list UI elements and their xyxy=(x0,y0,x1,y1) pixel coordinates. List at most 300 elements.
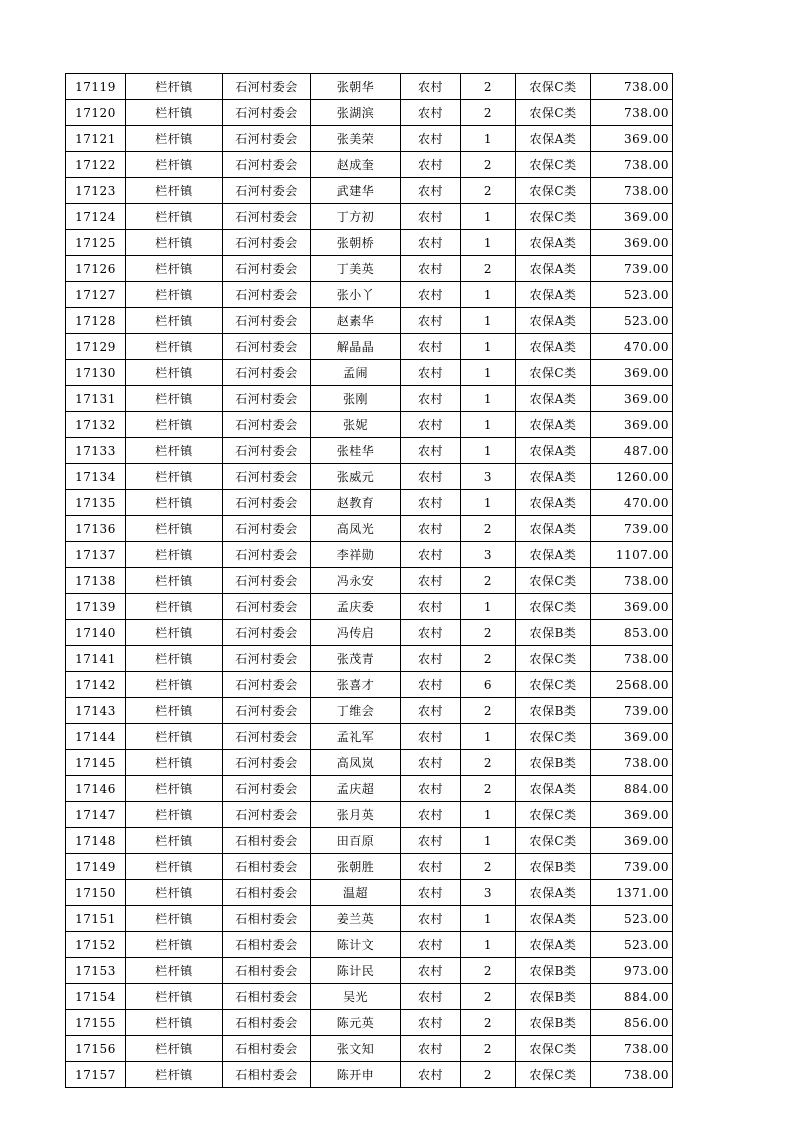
cell-name: 张威元 xyxy=(311,464,401,490)
cell-village: 石相村委会 xyxy=(223,1062,311,1088)
table-row xyxy=(66,178,673,204)
cell-name: 张喜才 xyxy=(311,672,401,698)
cell-insurance-type: 农保C类 xyxy=(516,100,591,126)
cell-town: 栏杆镇 xyxy=(126,906,223,932)
cell-insurance-type: 农保C类 xyxy=(516,1036,591,1062)
cell-name: 张茂青 xyxy=(311,646,401,672)
cell-village: 石河村委会 xyxy=(223,698,311,724)
cell-residence: 农村 xyxy=(401,698,461,724)
cell-amount: 470.00 xyxy=(591,490,673,516)
cell-village: 石河村委会 xyxy=(223,672,311,698)
cell-amount: 369.00 xyxy=(591,360,673,386)
cell-count: 2 xyxy=(461,1062,516,1088)
cell-id: 17120 xyxy=(66,100,126,126)
cell-amount: 738.00 xyxy=(591,178,673,204)
cell-amount: 738.00 xyxy=(591,100,673,126)
cell-residence: 农村 xyxy=(401,1062,461,1088)
cell-name: 张桂华 xyxy=(311,438,401,464)
cell-village: 石河村委会 xyxy=(223,620,311,646)
cell-village: 石河村委会 xyxy=(223,256,311,282)
cell-insurance-type: 农保A类 xyxy=(516,438,591,464)
cell-residence: 农村 xyxy=(401,100,461,126)
cell-amount: 739.00 xyxy=(591,698,673,724)
cell-id: 17150 xyxy=(66,880,126,906)
cell-amount: 470.00 xyxy=(591,334,673,360)
cell-village: 石河村委会 xyxy=(223,282,311,308)
cell-amount: 738.00 xyxy=(591,646,673,672)
cell-residence: 农村 xyxy=(401,152,461,178)
cell-amount: 369.00 xyxy=(591,412,673,438)
cell-village: 石河村委会 xyxy=(223,594,311,620)
cell-id: 17141 xyxy=(66,646,126,672)
table-row xyxy=(66,620,673,646)
cell-residence: 农村 xyxy=(401,386,461,412)
cell-count: 2 xyxy=(461,568,516,594)
table-row xyxy=(66,542,673,568)
cell-count: 2 xyxy=(461,516,516,542)
cell-name: 解晶晶 xyxy=(311,334,401,360)
cell-insurance-type: 农保C类 xyxy=(516,594,591,620)
cell-id: 17140 xyxy=(66,620,126,646)
cell-name: 赵成奎 xyxy=(311,152,401,178)
cell-count: 1 xyxy=(461,386,516,412)
cell-town: 栏杆镇 xyxy=(126,854,223,880)
cell-count: 2 xyxy=(461,854,516,880)
cell-name: 丁方初 xyxy=(311,204,401,230)
cell-id: 17152 xyxy=(66,932,126,958)
cell-village: 石河村委会 xyxy=(223,204,311,230)
table-row xyxy=(66,334,673,360)
table-row xyxy=(66,100,673,126)
cell-amount: 1260.00 xyxy=(591,464,673,490)
cell-village: 石相村委会 xyxy=(223,984,311,1010)
cell-name: 张刚 xyxy=(311,386,401,412)
cell-id: 17157 xyxy=(66,1062,126,1088)
cell-amount: 853.00 xyxy=(591,620,673,646)
cell-insurance-type: 农保C类 xyxy=(516,646,591,672)
cell-amount: 738.00 xyxy=(591,568,673,594)
cell-residence: 农村 xyxy=(401,542,461,568)
cell-town: 栏杆镇 xyxy=(126,386,223,412)
cell-village: 石河村委会 xyxy=(223,438,311,464)
table-row xyxy=(66,906,673,932)
cell-insurance-type: 农保A类 xyxy=(516,308,591,334)
cell-residence: 农村 xyxy=(401,906,461,932)
cell-count: 1 xyxy=(461,906,516,932)
cell-town: 栏杆镇 xyxy=(126,256,223,282)
cell-insurance-type: 农保A类 xyxy=(516,334,591,360)
cell-town: 栏杆镇 xyxy=(126,568,223,594)
cell-village: 石河村委会 xyxy=(223,646,311,672)
cell-count: 2 xyxy=(461,178,516,204)
cell-id: 17119 xyxy=(66,74,126,100)
cell-count: 2 xyxy=(461,1036,516,1062)
cell-amount: 738.00 xyxy=(591,152,673,178)
cell-village: 石河村委会 xyxy=(223,100,311,126)
table-row xyxy=(66,568,673,594)
cell-insurance-type: 农保B类 xyxy=(516,854,591,880)
cell-insurance-type: 农保C类 xyxy=(516,204,591,230)
cell-amount: 856.00 xyxy=(591,1010,673,1036)
cell-residence: 农村 xyxy=(401,620,461,646)
table-row xyxy=(66,360,673,386)
cell-count: 1 xyxy=(461,594,516,620)
cell-name: 张文知 xyxy=(311,1036,401,1062)
cell-insurance-type: 农保C类 xyxy=(516,802,591,828)
cell-town: 栏杆镇 xyxy=(126,438,223,464)
cell-residence: 农村 xyxy=(401,490,461,516)
cell-id: 17148 xyxy=(66,828,126,854)
cell-insurance-type: 农保A类 xyxy=(516,464,591,490)
cell-id: 17122 xyxy=(66,152,126,178)
cell-insurance-type: 农保A类 xyxy=(516,126,591,152)
cell-name: 丁维会 xyxy=(311,698,401,724)
cell-town: 栏杆镇 xyxy=(126,1062,223,1088)
cell-town: 栏杆镇 xyxy=(126,724,223,750)
cell-village: 石河村委会 xyxy=(223,386,311,412)
cell-amount: 2568.00 xyxy=(591,672,673,698)
table-body xyxy=(66,74,673,1088)
cell-village: 石河村委会 xyxy=(223,334,311,360)
table-row xyxy=(66,412,673,438)
cell-name: 田百原 xyxy=(311,828,401,854)
cell-count: 1 xyxy=(461,282,516,308)
cell-town: 栏杆镇 xyxy=(126,100,223,126)
cell-name: 张月英 xyxy=(311,802,401,828)
table-row xyxy=(66,308,673,334)
cell-insurance-type: 农保A类 xyxy=(516,542,591,568)
cell-town: 栏杆镇 xyxy=(126,932,223,958)
cell-id: 17137 xyxy=(66,542,126,568)
cell-amount: 973.00 xyxy=(591,958,673,984)
cell-name: 高凤岚 xyxy=(311,750,401,776)
table-row xyxy=(66,594,673,620)
table-row xyxy=(66,256,673,282)
table-row xyxy=(66,932,673,958)
cell-residence: 农村 xyxy=(401,828,461,854)
cell-village: 石相村委会 xyxy=(223,854,311,880)
cell-amount: 738.00 xyxy=(591,1062,673,1088)
cell-residence: 农村 xyxy=(401,1010,461,1036)
cell-count: 2 xyxy=(461,750,516,776)
cell-name: 张朝胜 xyxy=(311,854,401,880)
cell-insurance-type: 农保A类 xyxy=(516,256,591,282)
cell-insurance-type: 农保C类 xyxy=(516,672,591,698)
cell-insurance-type: 农保B类 xyxy=(516,984,591,1010)
table-row xyxy=(66,984,673,1010)
cell-residence: 农村 xyxy=(401,256,461,282)
cell-name: 张朝桥 xyxy=(311,230,401,256)
table-row xyxy=(66,152,673,178)
cell-residence: 农村 xyxy=(401,594,461,620)
cell-amount: 739.00 xyxy=(591,516,673,542)
cell-amount: 739.00 xyxy=(591,256,673,282)
cell-name: 张朝华 xyxy=(311,74,401,100)
cell-town: 栏杆镇 xyxy=(126,230,223,256)
cell-insurance-type: 农保A类 xyxy=(516,880,591,906)
cell-count: 2 xyxy=(461,776,516,802)
cell-id: 17142 xyxy=(66,672,126,698)
cell-town: 栏杆镇 xyxy=(126,620,223,646)
cell-insurance-type: 农保B类 xyxy=(516,620,591,646)
cell-count: 2 xyxy=(461,74,516,100)
cell-village: 石相村委会 xyxy=(223,958,311,984)
cell-amount: 739.00 xyxy=(591,854,673,880)
cell-residence: 农村 xyxy=(401,854,461,880)
cell-count: 1 xyxy=(461,438,516,464)
cell-amount: 369.00 xyxy=(591,204,673,230)
cell-residence: 农村 xyxy=(401,802,461,828)
cell-id: 17128 xyxy=(66,308,126,334)
cell-residence: 农村 xyxy=(401,880,461,906)
table-row xyxy=(66,750,673,776)
cell-town: 栏杆镇 xyxy=(126,698,223,724)
cell-town: 栏杆镇 xyxy=(126,516,223,542)
document-page xyxy=(65,73,672,1088)
cell-residence: 农村 xyxy=(401,282,461,308)
cell-amount: 369.00 xyxy=(591,802,673,828)
cell-amount: 738.00 xyxy=(591,1036,673,1062)
cell-amount: 884.00 xyxy=(591,984,673,1010)
cell-count: 1 xyxy=(461,204,516,230)
cell-town: 栏杆镇 xyxy=(126,412,223,438)
cell-insurance-type: 农保C类 xyxy=(516,178,591,204)
table-row xyxy=(66,490,673,516)
cell-insurance-type: 农保C类 xyxy=(516,568,591,594)
cell-name: 孟庆委 xyxy=(311,594,401,620)
cell-count: 3 xyxy=(461,880,516,906)
cell-residence: 农村 xyxy=(401,516,461,542)
beneficiary-table xyxy=(65,73,673,1088)
cell-name: 姜兰英 xyxy=(311,906,401,932)
table-row xyxy=(66,386,673,412)
cell-village: 石河村委会 xyxy=(223,74,311,100)
cell-count: 3 xyxy=(461,542,516,568)
cell-id: 17123 xyxy=(66,178,126,204)
cell-town: 栏杆镇 xyxy=(126,880,223,906)
cell-residence: 农村 xyxy=(401,568,461,594)
cell-name: 陈元英 xyxy=(311,1010,401,1036)
cell-name: 孟礼军 xyxy=(311,724,401,750)
cell-residence: 农村 xyxy=(401,204,461,230)
cell-name: 李祥勋 xyxy=(311,542,401,568)
cell-village: 石河村委会 xyxy=(223,360,311,386)
cell-id: 17154 xyxy=(66,984,126,1010)
cell-insurance-type: 农保A类 xyxy=(516,776,591,802)
cell-amount: 1107.00 xyxy=(591,542,673,568)
cell-town: 栏杆镇 xyxy=(126,802,223,828)
cell-residence: 农村 xyxy=(401,126,461,152)
cell-id: 17132 xyxy=(66,412,126,438)
table-row xyxy=(66,464,673,490)
cell-amount: 369.00 xyxy=(591,828,673,854)
cell-id: 17145 xyxy=(66,750,126,776)
cell-town: 栏杆镇 xyxy=(126,828,223,854)
cell-name: 赵教育 xyxy=(311,490,401,516)
cell-id: 17155 xyxy=(66,1010,126,1036)
table-row xyxy=(66,958,673,984)
cell-count: 2 xyxy=(461,698,516,724)
table-row xyxy=(66,1062,673,1088)
cell-amount: 1371.00 xyxy=(591,880,673,906)
cell-id: 17126 xyxy=(66,256,126,282)
cell-count: 2 xyxy=(461,152,516,178)
cell-id: 17138 xyxy=(66,568,126,594)
table-row xyxy=(66,282,673,308)
cell-name: 张美荣 xyxy=(311,126,401,152)
cell-insurance-type: 农保C类 xyxy=(516,1062,591,1088)
cell-residence: 农村 xyxy=(401,464,461,490)
cell-village: 石河村委会 xyxy=(223,152,311,178)
cell-town: 栏杆镇 xyxy=(126,126,223,152)
cell-amount: 523.00 xyxy=(591,906,673,932)
table-row xyxy=(66,438,673,464)
table-row xyxy=(66,74,673,100)
cell-residence: 农村 xyxy=(401,412,461,438)
cell-residence: 农村 xyxy=(401,932,461,958)
cell-count: 2 xyxy=(461,256,516,282)
cell-town: 栏杆镇 xyxy=(126,308,223,334)
cell-amount: 738.00 xyxy=(591,750,673,776)
cell-town: 栏杆镇 xyxy=(126,152,223,178)
cell-id: 17144 xyxy=(66,724,126,750)
cell-id: 17149 xyxy=(66,854,126,880)
cell-name: 冯传启 xyxy=(311,620,401,646)
cell-id: 17146 xyxy=(66,776,126,802)
cell-amount: 487.00 xyxy=(591,438,673,464)
cell-name: 温超 xyxy=(311,880,401,906)
cell-id: 17143 xyxy=(66,698,126,724)
cell-name: 孟庆超 xyxy=(311,776,401,802)
cell-amount: 369.00 xyxy=(591,126,673,152)
cell-count: 2 xyxy=(461,984,516,1010)
cell-town: 栏杆镇 xyxy=(126,490,223,516)
cell-name: 张湖滨 xyxy=(311,100,401,126)
cell-name: 高凤光 xyxy=(311,516,401,542)
table-row xyxy=(66,854,673,880)
cell-amount: 738.00 xyxy=(591,74,673,100)
cell-name: 陈开申 xyxy=(311,1062,401,1088)
cell-id: 17151 xyxy=(66,906,126,932)
cell-village: 石相村委会 xyxy=(223,932,311,958)
cell-count: 1 xyxy=(461,308,516,334)
cell-village: 石河村委会 xyxy=(223,542,311,568)
cell-village: 石相村委会 xyxy=(223,1010,311,1036)
cell-insurance-type: 农保B类 xyxy=(516,750,591,776)
cell-town: 栏杆镇 xyxy=(126,360,223,386)
cell-town: 栏杆镇 xyxy=(126,594,223,620)
cell-id: 17131 xyxy=(66,386,126,412)
cell-count: 1 xyxy=(461,932,516,958)
cell-id: 17129 xyxy=(66,334,126,360)
cell-village: 石河村委会 xyxy=(223,178,311,204)
cell-village: 石河村委会 xyxy=(223,750,311,776)
cell-name: 陈计文 xyxy=(311,932,401,958)
cell-town: 栏杆镇 xyxy=(126,1010,223,1036)
cell-count: 1 xyxy=(461,334,516,360)
cell-id: 17127 xyxy=(66,282,126,308)
cell-town: 栏杆镇 xyxy=(126,672,223,698)
cell-count: 1 xyxy=(461,802,516,828)
cell-id: 17124 xyxy=(66,204,126,230)
cell-village: 石相村委会 xyxy=(223,1036,311,1062)
cell-residence: 农村 xyxy=(401,360,461,386)
cell-village: 石河村委会 xyxy=(223,802,311,828)
cell-town: 栏杆镇 xyxy=(126,464,223,490)
cell-village: 石河村委会 xyxy=(223,568,311,594)
cell-count: 6 xyxy=(461,672,516,698)
cell-id: 17125 xyxy=(66,230,126,256)
cell-insurance-type: 农保A类 xyxy=(516,412,591,438)
cell-id: 17153 xyxy=(66,958,126,984)
cell-amount: 523.00 xyxy=(591,932,673,958)
cell-town: 栏杆镇 xyxy=(126,282,223,308)
cell-village: 石河村委会 xyxy=(223,490,311,516)
cell-count: 1 xyxy=(461,828,516,854)
table-row xyxy=(66,204,673,230)
cell-insurance-type: 农保A类 xyxy=(516,906,591,932)
cell-town: 栏杆镇 xyxy=(126,204,223,230)
cell-insurance-type: 农保C类 xyxy=(516,152,591,178)
table-row xyxy=(66,776,673,802)
cell-residence: 农村 xyxy=(401,1036,461,1062)
table-row xyxy=(66,672,673,698)
cell-village: 石河村委会 xyxy=(223,308,311,334)
cell-insurance-type: 农保A类 xyxy=(516,386,591,412)
cell-name: 冯永安 xyxy=(311,568,401,594)
cell-town: 栏杆镇 xyxy=(126,984,223,1010)
cell-name: 陈计民 xyxy=(311,958,401,984)
cell-id: 17156 xyxy=(66,1036,126,1062)
table-row xyxy=(66,828,673,854)
cell-insurance-type: 农保A类 xyxy=(516,932,591,958)
cell-amount: 369.00 xyxy=(591,724,673,750)
cell-residence: 农村 xyxy=(401,672,461,698)
cell-town: 栏杆镇 xyxy=(126,776,223,802)
cell-name: 武建华 xyxy=(311,178,401,204)
cell-village: 石相村委会 xyxy=(223,828,311,854)
cell-count: 1 xyxy=(461,360,516,386)
cell-insurance-type: 农保A类 xyxy=(516,490,591,516)
cell-count: 1 xyxy=(461,230,516,256)
cell-residence: 农村 xyxy=(401,74,461,100)
cell-amount: 369.00 xyxy=(591,386,673,412)
table-row xyxy=(66,230,673,256)
cell-village: 石河村委会 xyxy=(223,126,311,152)
cell-id: 17134 xyxy=(66,464,126,490)
cell-village: 石河村委会 xyxy=(223,516,311,542)
cell-insurance-type: 农保A类 xyxy=(516,230,591,256)
cell-residence: 农村 xyxy=(401,334,461,360)
cell-amount: 369.00 xyxy=(591,594,673,620)
cell-id: 17135 xyxy=(66,490,126,516)
cell-residence: 农村 xyxy=(401,230,461,256)
table-row xyxy=(66,646,673,672)
cell-residence: 农村 xyxy=(401,178,461,204)
cell-residence: 农村 xyxy=(401,438,461,464)
cell-insurance-type: 农保C类 xyxy=(516,360,591,386)
cell-town: 栏杆镇 xyxy=(126,646,223,672)
cell-insurance-type: 农保C类 xyxy=(516,724,591,750)
cell-village: 石河村委会 xyxy=(223,724,311,750)
cell-count: 2 xyxy=(461,100,516,126)
cell-residence: 农村 xyxy=(401,776,461,802)
cell-name: 孟闹 xyxy=(311,360,401,386)
cell-id: 17147 xyxy=(66,802,126,828)
cell-id: 17121 xyxy=(66,126,126,152)
cell-insurance-type: 农保A类 xyxy=(516,282,591,308)
cell-name: 张妮 xyxy=(311,412,401,438)
